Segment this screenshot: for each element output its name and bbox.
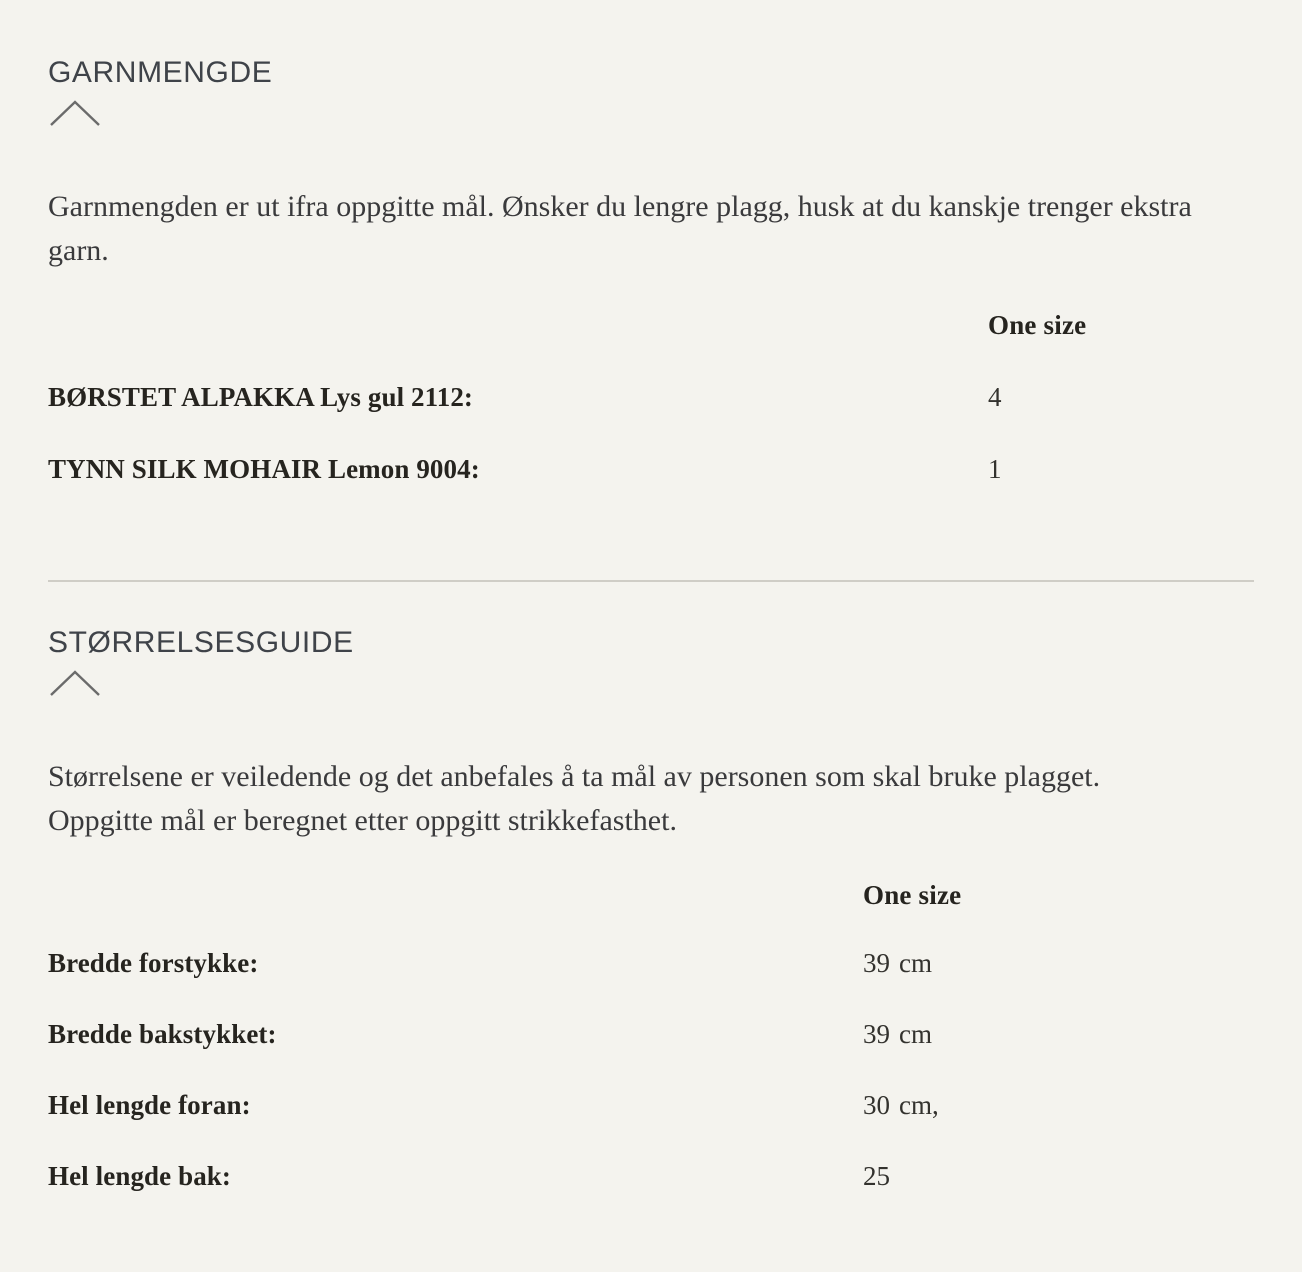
- spacer: [48, 127, 1254, 185]
- yarn-quantity-value: 1: [988, 453, 1002, 484]
- measurement-value: [863, 948, 1254, 1019]
- spacer: [0, 526, 1302, 580]
- measurement-unit: cm: [899, 1018, 932, 1049]
- spacer: [0, 582, 1302, 626]
- measurement-unit: cm: [899, 947, 932, 978]
- measurement-label: Hel lengde bak:: [48, 1160, 232, 1191]
- measurement-value: [863, 1090, 1254, 1161]
- yarn-quantity-value: 4: [988, 381, 1002, 412]
- section-storrelsesguide: [0, 626, 1302, 1232]
- yarn-name-label: TYNN SILK MOHAIR Lemon 9004:: [48, 453, 480, 484]
- chevron-up-icon[interactable]: [49, 669, 1254, 697]
- spacer: [48, 697, 1254, 755]
- section-garnmengde: [0, 56, 1302, 526]
- table-header-blank: [48, 880, 863, 948]
- size-guide-table: [48, 880, 1254, 1232]
- table-header-row: [48, 880, 1254, 948]
- yarn-name-label: BØRSTET ALPAKKA Lys gul 2112:: [48, 381, 474, 412]
- accordion-header-garnmengde[interactable]: [48, 56, 1254, 127]
- table-row: [48, 454, 1254, 526]
- spacer: [48, 844, 1254, 880]
- measurement-value: [863, 1019, 1254, 1090]
- page-title: GARNMENGDE: [48, 56, 273, 89]
- accordion-header-storrelsesguide[interactable]: [48, 626, 1254, 697]
- measurement-label: Bredde forstykke:: [48, 947, 259, 978]
- measurement-number: 25: [863, 1160, 890, 1191]
- table-row: [48, 1019, 1254, 1090]
- table-header-size: One size: [863, 879, 962, 910]
- measurement-value: [863, 1161, 1254, 1232]
- table-row: [48, 1090, 1254, 1161]
- section-intro-text: Størrelsene er veiledende og det anbefales å ta mål av personen som skal bruke plagget. Oppgitte mål er beregnet etter oppgitt strikkefasthet.: [48, 759, 1101, 838]
- measurement-number: 39: [863, 947, 890, 978]
- section-intro-text: Garnmengden er ut ifra oppgitte mål. Ønsker du lengre plagg, husk at du kanskje trenger ekstra garn.: [48, 190, 1192, 268]
- top-spacer: [0, 0, 1302, 56]
- table-row: [48, 382, 1254, 454]
- spacer: [48, 274, 1254, 310]
- table-header-blank: [48, 310, 988, 382]
- chevron-up-icon[interactable]: [49, 99, 1254, 127]
- table-header-size: One size: [988, 309, 1087, 340]
- table-header-row: [48, 310, 1254, 382]
- measurement-label: Bredde bakstykket:: [48, 1018, 277, 1049]
- measurement-number: 30: [863, 1089, 890, 1120]
- measurement-unit: cm,: [899, 1089, 939, 1120]
- page-title: STØRRELSESGUIDE: [48, 625, 354, 659]
- table-row: [48, 1161, 1254, 1232]
- table-row: [48, 948, 1254, 1019]
- measurement-number: 39: [863, 1018, 890, 1049]
- measurement-label: Hel lengde foran:: [48, 1089, 251, 1120]
- yarn-amount-table: [48, 310, 1254, 526]
